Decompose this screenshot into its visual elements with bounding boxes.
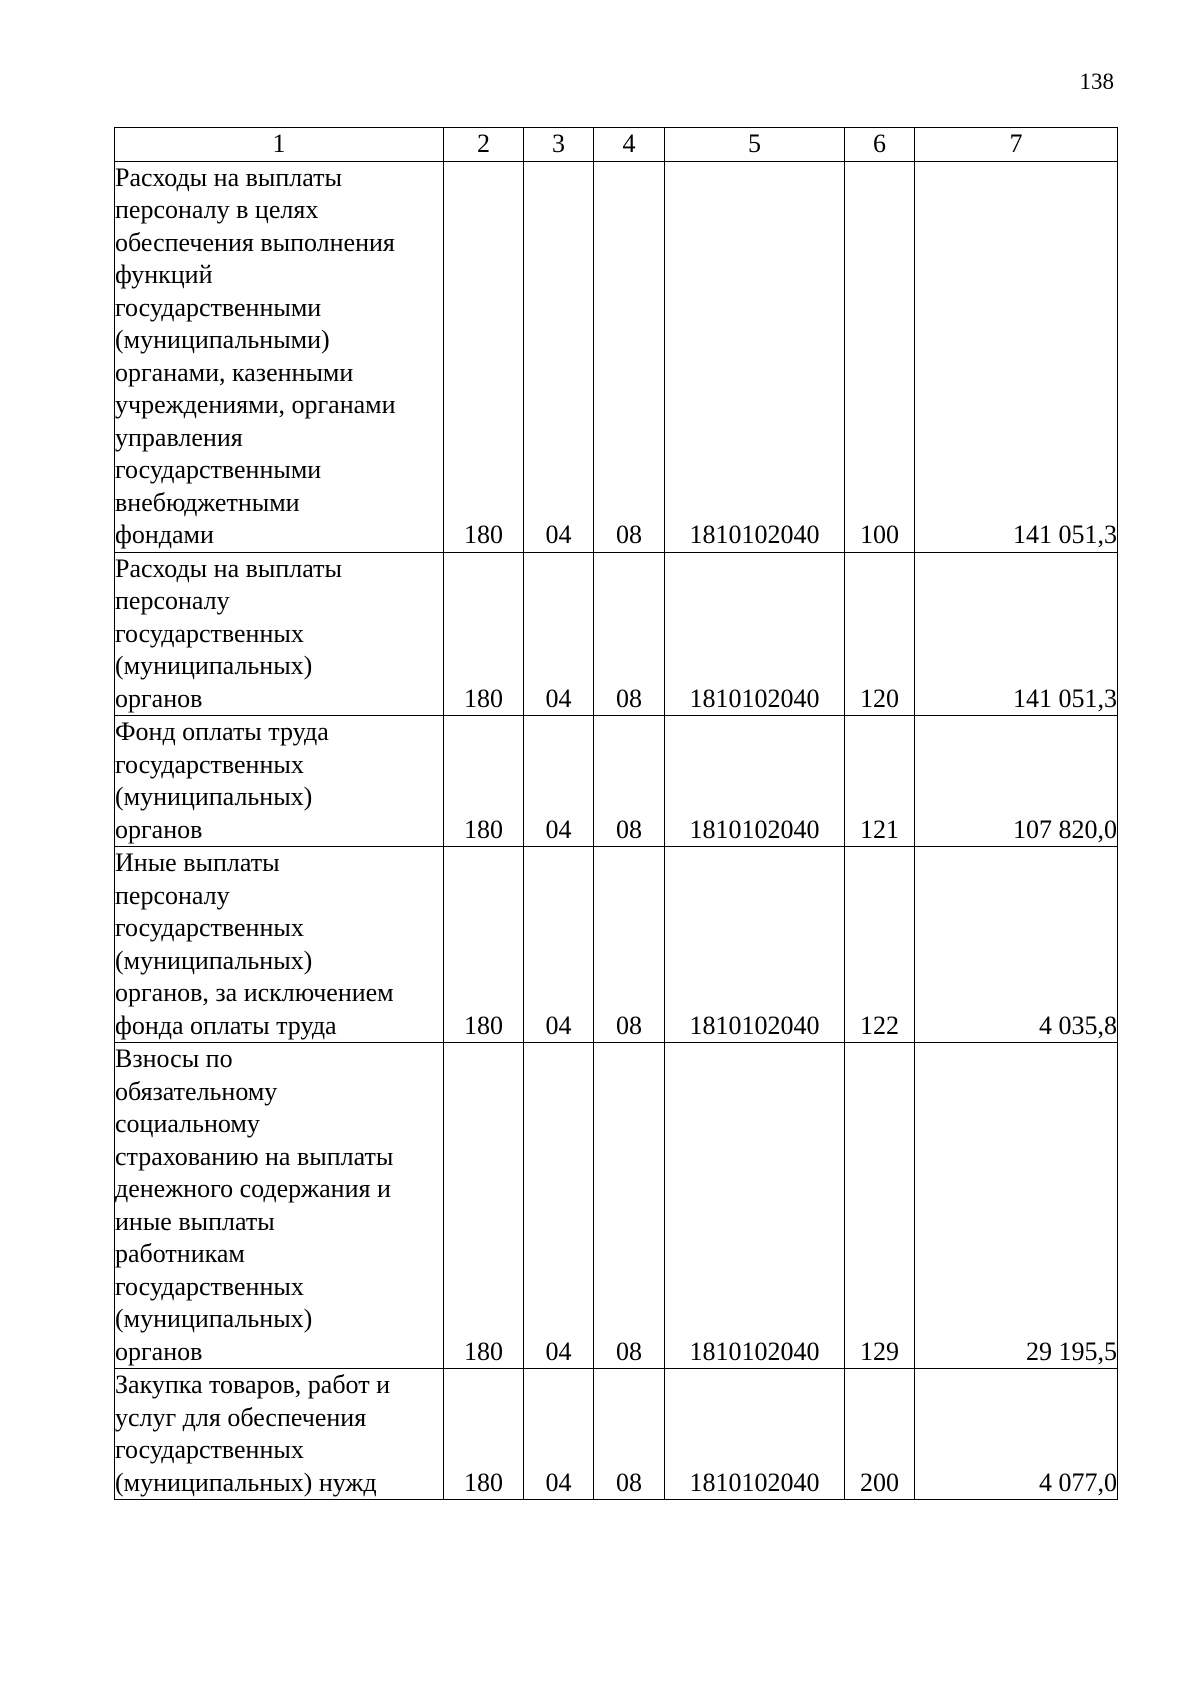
description-cell bbox=[115, 161, 444, 552]
ministry-code-cell: 180 bbox=[444, 716, 524, 847]
subsection-code-cell: 08 bbox=[594, 552, 665, 716]
column-header-1: 1 bbox=[115, 128, 444, 162]
description-line: денежного содержания и bbox=[115, 1174, 391, 1203]
description-line: государственных bbox=[115, 913, 304, 942]
description-line: функций bbox=[115, 260, 213, 289]
description-cell bbox=[115, 552, 444, 716]
expense-type-cell: 121 bbox=[845, 716, 915, 847]
column-header-7: 7 bbox=[915, 128, 1118, 162]
header-row bbox=[115, 128, 1118, 162]
column-header-6: 6 bbox=[845, 128, 915, 162]
amount-cell: 29 195,5 bbox=[915, 1043, 1118, 1369]
description-line: государственными bbox=[115, 455, 322, 484]
description-cell bbox=[115, 1369, 444, 1500]
expense-type-cell: 200 bbox=[845, 1369, 915, 1500]
description-line: Расходы на выплаты bbox=[115, 553, 342, 583]
amount-cell: 4 077,0 bbox=[915, 1369, 1118, 1500]
description-line: Расходы на выплаты bbox=[115, 162, 342, 192]
description-line: (муниципальных) нужд bbox=[115, 1467, 377, 1497]
expense-type-cell: 129 bbox=[845, 1043, 915, 1369]
target-article-cell: 1810102040 bbox=[665, 716, 845, 847]
description-line: фондами bbox=[115, 520, 214, 549]
description-line: работникам bbox=[115, 1239, 245, 1268]
page-number: 138 bbox=[1079, 69, 1114, 94]
subsection-code-cell: 08 bbox=[594, 1369, 665, 1500]
section-code-cell: 04 bbox=[524, 847, 594, 1043]
description-line: управления bbox=[115, 422, 243, 452]
table-row bbox=[115, 552, 1118, 716]
target-article-cell: 1810102040 bbox=[665, 1369, 845, 1500]
description-line: учреждениями, органами bbox=[115, 390, 396, 419]
description-line: Фонд оплаты труда bbox=[115, 717, 329, 746]
subsection-code-cell: 08 bbox=[594, 161, 665, 552]
description-line: Закупка товаров, работ и bbox=[115, 1370, 390, 1399]
table-body bbox=[115, 161, 1118, 1500]
subsection-code-cell: 08 bbox=[594, 716, 665, 847]
description-line: государственных bbox=[115, 618, 304, 648]
description-cell bbox=[115, 716, 444, 847]
ministry-code-cell: 180 bbox=[444, 1043, 524, 1369]
description-line: государственных bbox=[115, 1271, 304, 1301]
target-article-cell: 1810102040 bbox=[665, 847, 845, 1043]
ministry-code-cell: 180 bbox=[444, 847, 524, 1043]
description-line: внебюджетными bbox=[115, 487, 300, 517]
column-header-3: 3 bbox=[524, 128, 594, 162]
subsection-code-cell: 08 bbox=[594, 1043, 665, 1369]
description-line: иные выплаты bbox=[115, 1206, 275, 1236]
section-code-cell: 04 bbox=[524, 1043, 594, 1369]
target-article-cell: 1810102040 bbox=[665, 1043, 845, 1369]
amount-cell: 107 820,0 bbox=[915, 716, 1118, 847]
target-article-cell: 1810102040 bbox=[665, 161, 845, 552]
description-line: персоналу bbox=[115, 586, 230, 615]
ministry-code-cell: 180 bbox=[444, 552, 524, 716]
description-line: персоналу в целях bbox=[115, 195, 319, 224]
section-code-cell: 04 bbox=[524, 716, 594, 847]
description-line: органов bbox=[115, 814, 203, 844]
table-row bbox=[115, 1369, 1118, 1500]
description-line: государственными bbox=[115, 292, 322, 322]
description-line: (муниципальных) bbox=[115, 1304, 313, 1333]
column-header-5: 5 bbox=[665, 128, 845, 162]
section-code-cell: 04 bbox=[524, 552, 594, 716]
description-line: органов, за исключением bbox=[115, 978, 394, 1007]
amount-cell: 141 051,3 bbox=[915, 552, 1118, 716]
amount-cell: 4 035,8 bbox=[915, 847, 1118, 1043]
description-line: государственных bbox=[115, 749, 304, 779]
expense-type-cell: 122 bbox=[845, 847, 915, 1043]
table-row bbox=[115, 847, 1118, 1043]
description-line: органами, казенными bbox=[115, 357, 354, 387]
description-line: (муниципальных) bbox=[115, 782, 313, 811]
expense-type-cell: 100 bbox=[845, 161, 915, 552]
description-cell bbox=[115, 1043, 444, 1369]
description-line: (муниципальными) bbox=[115, 325, 330, 354]
amount-cell: 141 051,3 bbox=[915, 161, 1118, 552]
description-line: (муниципальных) bbox=[115, 945, 313, 975]
subsection-code-cell: 08 bbox=[594, 847, 665, 1043]
column-header-4: 4 bbox=[594, 128, 665, 162]
section-code-cell: 04 bbox=[524, 1369, 594, 1500]
target-article-cell: 1810102040 bbox=[665, 552, 845, 716]
description-line: страхованию на выплаты bbox=[115, 1141, 394, 1171]
description-line: услуг для обеспечения bbox=[115, 1402, 367, 1432]
description-line: органов bbox=[115, 683, 203, 713]
description-line: (муниципальных) bbox=[115, 651, 313, 680]
description-line: государственных bbox=[115, 1435, 304, 1464]
section-code-cell: 04 bbox=[524, 161, 594, 552]
description-line: Взносы по bbox=[115, 1044, 233, 1073]
description-cell bbox=[115, 847, 444, 1043]
expense-type-cell: 120 bbox=[845, 552, 915, 716]
description-line: социальному bbox=[115, 1109, 260, 1138]
description-line: фонда оплаты труда bbox=[115, 1010, 337, 1040]
budget-table bbox=[114, 127, 1118, 1500]
column-header-2: 2 bbox=[444, 128, 524, 162]
ministry-code-cell: 180 bbox=[444, 1369, 524, 1500]
table-row bbox=[115, 716, 1118, 847]
description-line: персоналу bbox=[115, 880, 230, 910]
description-line: Иные выплаты bbox=[115, 848, 280, 877]
table-row bbox=[115, 1043, 1118, 1369]
description-line: обеспечения выполнения bbox=[115, 227, 395, 257]
table-row bbox=[115, 161, 1118, 552]
ministry-code-cell: 180 bbox=[444, 161, 524, 552]
description-line: обязательному bbox=[115, 1076, 278, 1106]
description-line: органов bbox=[115, 1336, 203, 1366]
